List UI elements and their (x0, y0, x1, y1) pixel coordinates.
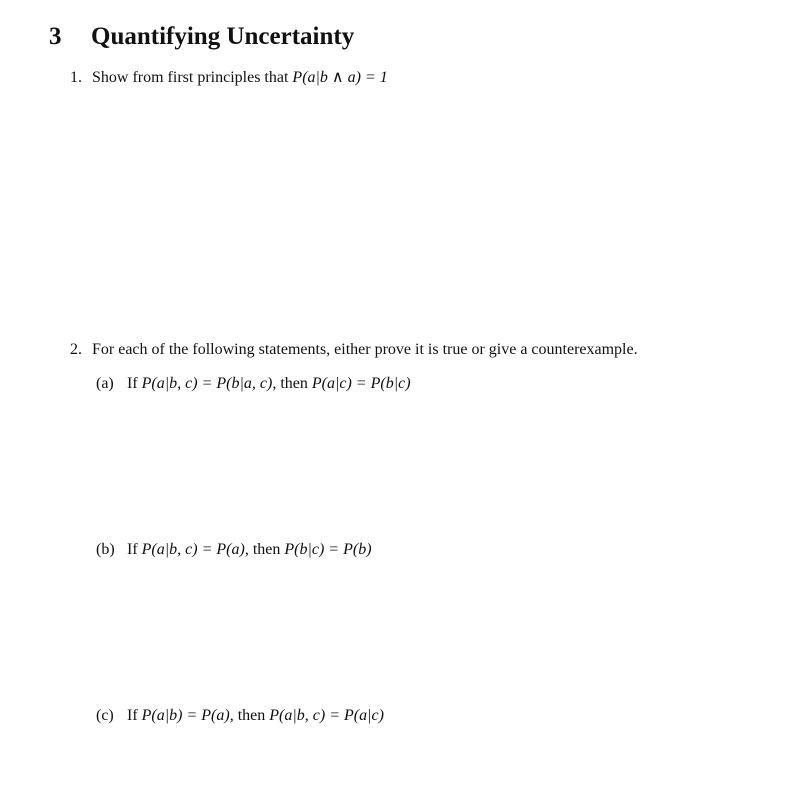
part-a-premise: P(a|b, c) = P(b|a, c), (141, 375, 277, 392)
section-number: 3 (49, 23, 62, 50)
problem-1-text: Show from first principles that (92, 69, 289, 86)
part-b-then: then (252, 541, 281, 558)
part-c-then: then (237, 707, 266, 724)
part-c-label: (c) (96, 707, 114, 724)
part-c-if: If (127, 707, 138, 724)
part-b-if: If (127, 541, 138, 558)
part-a-label: (a) (96, 375, 114, 392)
part-b-label: (b) (96, 541, 115, 558)
problem-2-number: 2. (70, 341, 82, 358)
problem-2-part-b (96, 542, 372, 558)
part-a-then: then (280, 375, 308, 392)
part-a-if: If (127, 375, 138, 392)
part-b-conclusion: P(b|c) = P(b) (284, 541, 372, 558)
problem-1 (70, 70, 388, 86)
problem-2-part-c (96, 708, 384, 724)
problem-1-number: 1. (70, 69, 82, 86)
problem-2-text: For each of the following statements, either prove it is true or give a counterexample. (92, 341, 638, 358)
part-c-premise: P(a|b) = P(a), (141, 707, 234, 724)
part-b-premise: P(a|b, c) = P(a), (141, 541, 249, 558)
part-a-conclusion: P(a|c) = P(b|c) (311, 375, 411, 392)
part-c-conclusion: P(a|b, c) = P(a|c) (269, 707, 384, 724)
problem-2-part-a (96, 376, 411, 392)
problem-2 (70, 342, 638, 358)
section-heading (49, 24, 354, 49)
section-title: Quantifying Uncertainty (91, 23, 355, 50)
problem-1-formula: P(a|b ∧ a) = 1 (292, 69, 388, 86)
